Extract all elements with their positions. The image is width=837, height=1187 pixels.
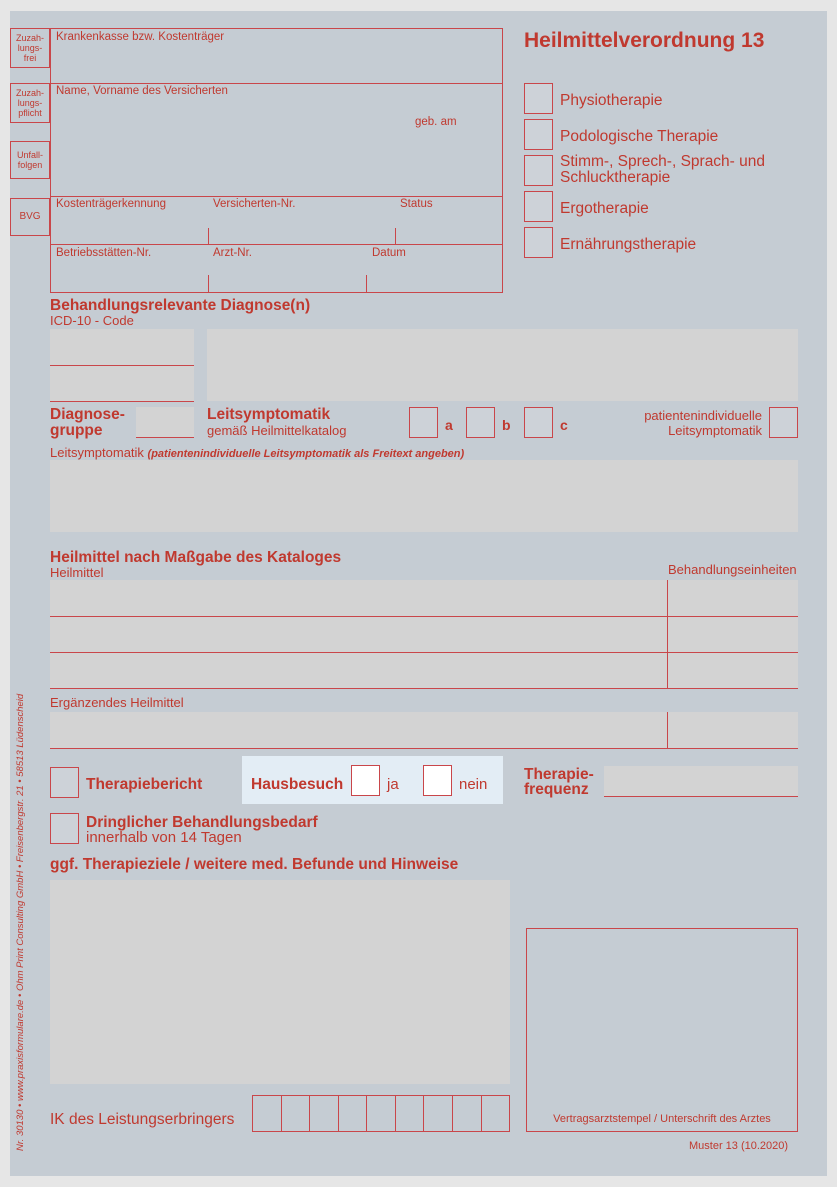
diagnosegruppe-label-1: Diagnose- — [50, 406, 125, 423]
dringlich-label-1: Dringlicher Behandlungsbedarf — [86, 814, 318, 831]
unfallfolgen-box[interactable] — [10, 141, 50, 179]
bvg-label: BVG — [19, 211, 41, 222]
bvg-box[interactable] — [10, 198, 50, 236]
podologie-checkbox[interactable] — [524, 119, 553, 150]
name-label: Name, Vorname des Versicherten — [56, 85, 228, 97]
vertical-print: Nr. 30130 • www.praxisformulare.de • Ohm Print Consulting GmbH • Freisenbergstr. 21 • 58513 Lüdenscheid — [15, 693, 26, 1151]
geb-am-label: geb. am — [415, 116, 457, 128]
krankenkasse-label: Krankenkasse bzw. Kostenträger — [56, 31, 225, 43]
patindiv-label-2: Leitsymptomatik — [668, 423, 762, 438]
stimmtherapie-label-2: Schlucktherapie — [560, 169, 671, 186]
leit-c-checkbox[interactable] — [524, 407, 553, 438]
leit-a-checkbox[interactable] — [409, 407, 438, 438]
podologie-label: Podologische Therapie — [560, 128, 719, 145]
leitsymptomatik-label-2: gemäß Heilmittelkatalog — [207, 423, 347, 438]
diagnosegruppe-field[interactable] — [136, 407, 194, 437]
heilmittel-col-label: Heilmittel — [50, 565, 104, 580]
physiotherapie-label: Physiotherapie — [560, 92, 663, 109]
ziele-heading: ggf. Therapieziele / weitere med. Befunde und Hinweise — [50, 856, 459, 873]
freitext-label — [50, 445, 464, 460]
unfallfolgen-label: Unfall- folgen — [16, 150, 43, 170]
prescription-form — [10, 11, 827, 1176]
stempel-label: Vertragsarztstempel / Unterschrift des Arztes — [553, 1113, 771, 1125]
status-label: Status — [400, 198, 433, 210]
ik-field[interactable] — [252, 1095, 510, 1132]
freitext-label-main: Leitsymptomatik — [50, 445, 144, 460]
leit-b-checkbox[interactable] — [466, 407, 495, 438]
physiotherapie-checkbox[interactable] — [524, 83, 553, 114]
stimmtherapie-label-1: Stimm-, Sprech-, Sprach- und — [560, 153, 766, 170]
frequenz-field[interactable] — [604, 766, 798, 796]
therapiebericht-checkbox[interactable] — [50, 767, 79, 798]
stimmtherapie-checkbox[interactable] — [524, 155, 553, 186]
diagnosegruppe-label-2: gruppe — [50, 422, 103, 439]
leit-c-label: c — [560, 417, 568, 433]
hausbesuch-ja-checkbox[interactable] — [351, 765, 380, 796]
leit-b-label: b — [502, 417, 511, 433]
icd-label: ICD-10 - Code — [50, 313, 134, 328]
hausbesuch-nein-label: nein — [459, 776, 488, 793]
heilmittel-table[interactable] — [50, 580, 798, 688]
arzt-nr-label: Arzt-Nr. — [213, 247, 252, 259]
frequenz-label-2: frequenz — [524, 781, 589, 798]
frequenz-label-1: Therapie- — [524, 766, 594, 783]
zuzahlungspflicht-box[interactable] — [10, 83, 50, 123]
hausbesuch-label: Hausbesuch — [251, 776, 344, 793]
dringlich-label-2: innerhalb von 14 Tagen — [86, 829, 242, 846]
dringlich-checkbox[interactable] — [50, 813, 79, 844]
ergotherapie-checkbox[interactable] — [524, 191, 553, 222]
ergaenzend-label: Ergänzendes Heilmittel — [50, 695, 184, 710]
zuzahlungsfrei-label: Zuzah- lungs- frei — [15, 33, 44, 63]
ernaehrungstherapie-label: Ernährungstherapie — [560, 236, 697, 253]
ernaehrungstherapie-checkbox[interactable] — [524, 227, 553, 258]
betriebsstaetten-nr-label: Betriebsstätten-Nr. — [56, 247, 152, 259]
muster-label: Muster 13 (10.2020) — [689, 1140, 789, 1152]
patindiv-label-1: patientenindividuelle — [644, 408, 762, 423]
form-title: Heilmittelverordnung 13 — [524, 29, 765, 52]
freitext-field[interactable] — [50, 460, 798, 532]
patindiv-checkbox[interactable] — [769, 407, 798, 438]
versicherten-nr-label: Versicherten-Nr. — [213, 198, 296, 210]
ziele-field[interactable] — [50, 880, 510, 1084]
diagnose-text-field[interactable] — [207, 329, 798, 401]
ergotherapie-label: Ergotherapie — [560, 200, 649, 217]
datum-label: Datum — [372, 247, 406, 259]
heilmittel-heading: Heilmittel nach Maßgabe des Kataloges — [50, 549, 342, 566]
behandlungseinheiten-label: Behandlungseinheiten — [668, 562, 797, 577]
freitext-hint: (patientenindividuelle Leitsymptomatik als Freitext angeben) — [147, 448, 465, 460]
hausbesuch-nein-checkbox[interactable] — [423, 765, 452, 796]
leit-a-label: a — [445, 417, 453, 433]
zuzahlungspflicht-label: Zuzah- lungs- pflicht — [15, 88, 44, 118]
zuzahlungsfrei-box[interactable] — [10, 28, 50, 68]
therapiebericht-label: Therapiebericht — [86, 776, 203, 793]
ik-label: IK des Leistungserbringers — [50, 1111, 235, 1128]
hausbesuch-ja-label: ja — [387, 776, 399, 793]
kostentraegerkennung-label: Kostenträgerkennung — [56, 198, 166, 210]
stempel-box[interactable] — [526, 928, 798, 1132]
leitsymptomatik-label-1: Leitsymptomatik — [207, 406, 331, 423]
ergaenzend-field[interactable] — [50, 712, 798, 748]
diagnose-heading: Behandlungsrelevante Diagnose(n) — [50, 297, 311, 314]
